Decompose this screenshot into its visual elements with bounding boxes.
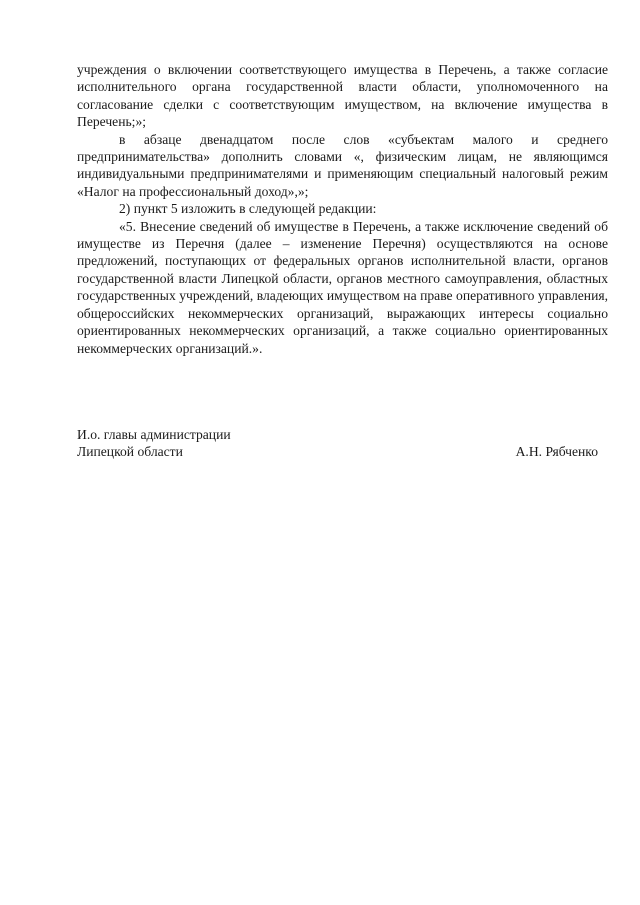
signatory-position-line-2: Липецкой области [77,444,183,460]
paragraph-1: учреждения о включении соответствующего имущества в Перечень, а также согласие исполнительного органа государственной власти области, уполномоченного на согласование сделки с соответствующим имуществом, на включение имущества в Перечень;»; [77,62,608,130]
signatory-position-line-1: И.о. главы администрации [77,427,231,442]
signature-block [77,426,598,461]
signature-row [77,443,598,460]
document-body [77,61,608,357]
paragraph-2: в абзаце двенадцатом после слов «субъектам малого и среднего предпринимательства» дополнить словами «, физическим лицам, не являющимся индивидуальными предпринимателями и применяющим специальный налоговый режим «Налог на профессиональный доход»,»; [77,131,608,199]
paragraph-4: «5. Внесение сведений об имуществе в Перечень, а также исключение сведений об имуществе из Перечня (далее – изменение Перечня) осуществляются на основе предложений, поступающих от федеральных органов исполнительной власти, органов государственной власти Липецкой области, органов местного самоуправления, областных государственных учреждений, владеющих имуществом на праве оперативного управления, общероссийских некоммерческих организаций, выражающих интересы социально ориентированных некоммерческих организаций, а также социально ориентированных некоммерческих организаций.». [77,218,608,356]
paragraph-3: 2) пункт 5 изложить в следующей редакции: [119,201,377,217]
signatory-name: А.Н. Рябченко [515,444,598,460]
